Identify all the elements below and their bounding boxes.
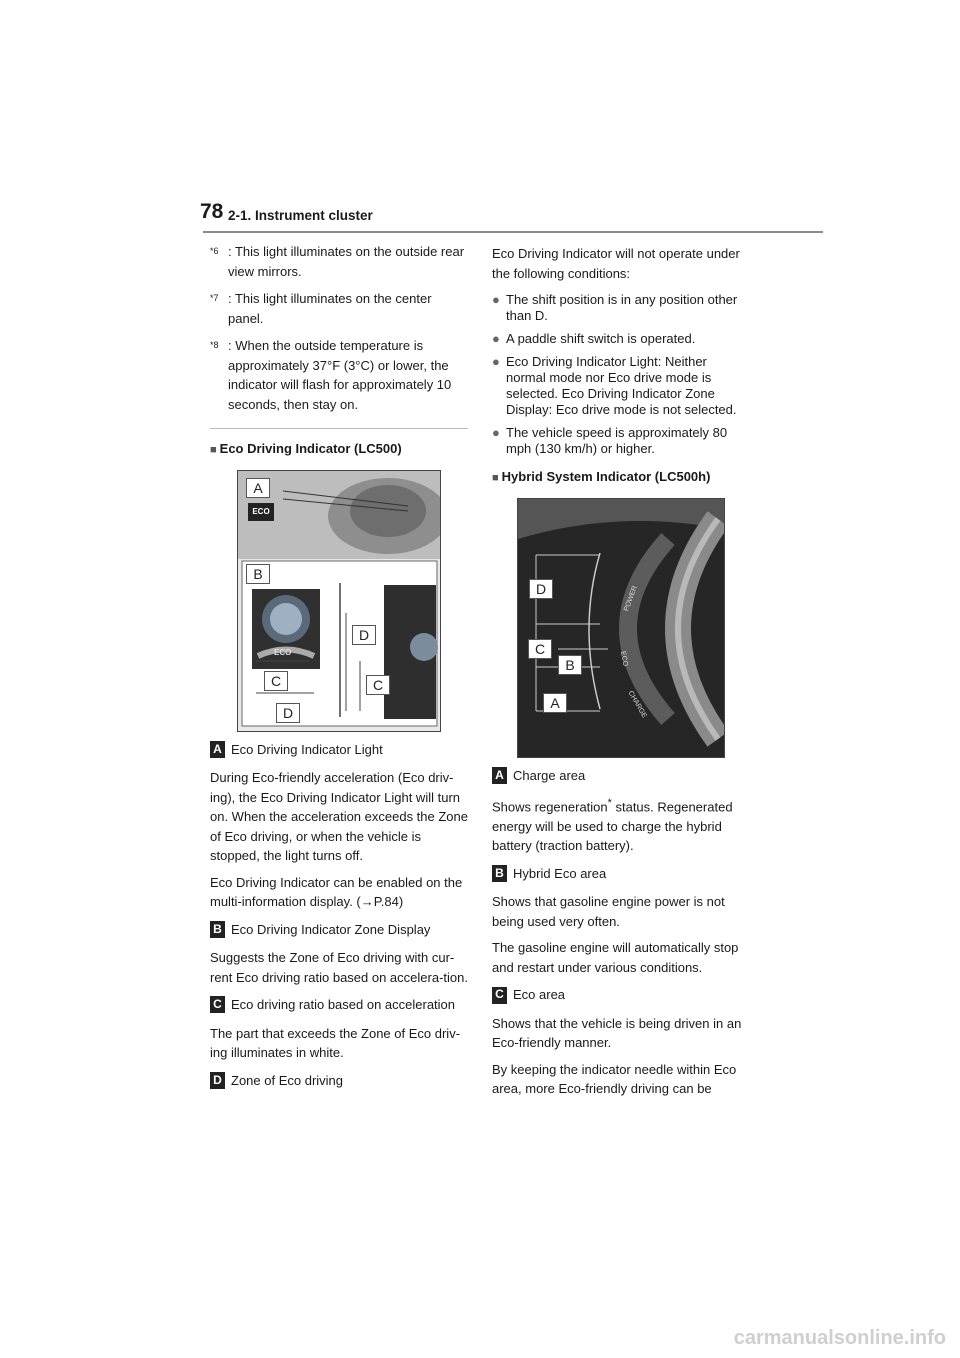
paragraph: By keeping the indicator needle within Eco area, more Eco-friendly driving can be <box>492 1061 737 1097</box>
paragraph: Shows that the vehicle is being driven in an Eco-friendly manner. <box>492 1015 742 1051</box>
condition-bullet: ● A paddle shift switch is operated. <box>492 331 696 346</box>
paragraph: The part that exceeds the Zone of Eco driv-ing illuminates in white. <box>210 1025 461 1060</box>
label-letter-b: B <box>210 921 225 938</box>
arc-label-charge: CHARGE <box>626 689 648 719</box>
item-label-c: C Eco driving ratio based on acceleration <box>210 995 468 1015</box>
item-label-a: A Eco Driving Indicator Light <box>210 740 468 760</box>
hybrid-indicator-figure <box>517 498 725 758</box>
arc-label-power: POWER <box>623 584 639 612</box>
item-label-a: A Charge area <box>492 766 750 786</box>
paragraph: Eco Driving Indicator will not operate under the following conditions: <box>492 246 740 281</box>
paragraph: Shows that gasoline engine power is not being used very often. <box>492 894 725 929</box>
paragraph: Suggests the Zone of Eco driving with cur-rent Eco driving ratio based on accelera-tion. <box>210 950 468 985</box>
label-letter-d: D <box>210 1072 225 1089</box>
item-label-d: D Zone of Eco driving <box>210 1071 468 1091</box>
arc-label-eco: ECO <box>619 650 629 667</box>
right-column <box>492 244 750 1106</box>
header-rule <box>203 231 823 233</box>
callout-d: D <box>529 579 553 599</box>
callout-c: C <box>528 639 552 659</box>
label-letter-c: C <box>492 987 507 1004</box>
callout-b: B <box>246 564 270 584</box>
footnote: $^{*7}$ : This light illuminates on the center panel. <box>210 291 432 326</box>
callout-c: C <box>366 675 390 695</box>
paragraph: Shows regeneration* status. Regenerated energy will be used to charge the hybrid battery (traction battery). <box>492 797 733 854</box>
square-bullet-icon: ■ <box>210 444 217 456</box>
label-letter-b: B <box>492 865 507 882</box>
watermark: carmanualsonline.info <box>733 1327 946 1349</box>
page-number: 78 <box>200 200 224 223</box>
section-title: 2-1. Instrument cluster <box>228 208 373 223</box>
label-letter-a: A <box>210 741 225 758</box>
footnote: $^{*6}$ : This light illuminates on the outside rear view mirrors. <box>210 244 465 279</box>
label-letter-a: A <box>492 767 507 784</box>
condition-bullet: ● The shift position is in any position other than D. <box>492 292 738 323</box>
callout-a: A <box>543 693 567 713</box>
callout-d: D <box>352 625 376 645</box>
item-label-b: B Hybrid Eco area <box>492 864 750 884</box>
callout-b: B <box>558 655 582 675</box>
paragraph: Eco Driving Indicator can be enabled on the multi-information display. (→P.84) <box>210 874 463 909</box>
item-label-b: B Eco Driving Indicator Zone Display <box>210 920 468 940</box>
callout-c: C <box>264 671 288 691</box>
square-bullet-icon: ■ <box>492 472 499 484</box>
callout-a: A <box>246 478 270 498</box>
section-heading: ■ Eco Driving Indicator (LC500) <box>210 441 402 456</box>
footnote: $^{*8}$ : When the outside temperature is approximately 37°F (3°C) or lower, the indicator will flash for approximately 10 seconds, then stay on. <box>210 338 452 412</box>
hybrid-indicator-illustration <box>518 499 724 757</box>
eco-indicator-figure <box>237 470 441 732</box>
left-column <box>210 242 468 1099</box>
condition-bullet: ● Eco Driving Indicator Light: Neither normal mode nor Eco drive mode is selected. Eco Driving Indicator Zone Display: Eco drive mode is not selected. <box>492 354 737 417</box>
eco-badge: ECO <box>248 503 274 521</box>
callout-d: D <box>276 703 300 723</box>
section-heading: ■ Hybrid System Indicator (LC500h) <box>492 469 711 484</box>
section-divider <box>210 428 468 429</box>
item-label-c: C Eco area <box>492 985 750 1005</box>
paragraph: During Eco-friendly acceleration (Eco driv-ing), the Eco Driving Indicator Light will turn on. When the acceleration exceeds the Zone of Eco driving, or when the vehicle is stopped, the light turns off. <box>210 770 468 863</box>
eco-gauge-label: ECO <box>274 647 292 657</box>
paragraph: The gasoline engine will automatically stop and restart under various conditions. <box>492 940 739 975</box>
label-letter-c: C <box>210 996 225 1013</box>
condition-bullet: ● The vehicle speed is approximately 80 mph (130 km/h) or higher. <box>492 425 728 456</box>
